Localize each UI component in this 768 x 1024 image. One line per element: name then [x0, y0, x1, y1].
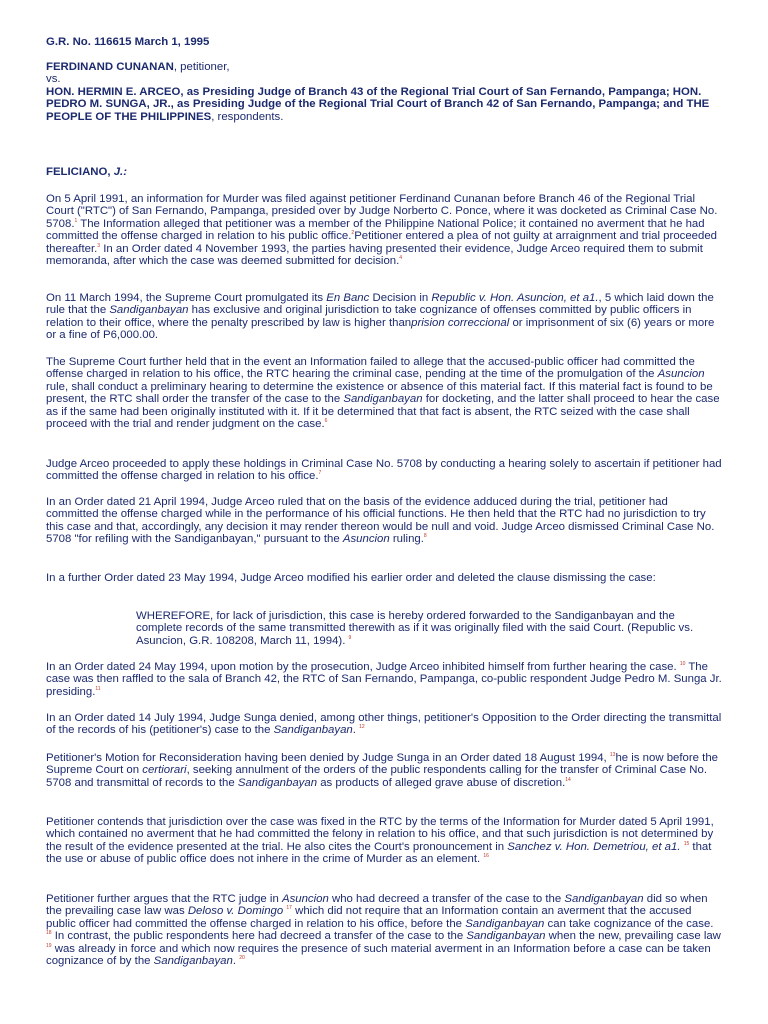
paragraph-4: Judge Arceo proceeded to apply these holdings in Criminal Case No. 5708 by conducting a hearing solely to ascertain if petitioner had committed the offense charged in relation to his office.$^7$ [46, 458, 722, 483]
petitioner-line [46, 61, 722, 73]
footnote-ref[interactable]: 14 [565, 777, 571, 784]
footnote-ref[interactable]: 13 [609, 752, 616, 759]
paragraph-11: Petitioner further argues that the RTC judge in Asuncion who had decreed a transfer of the case to the Sandiganbayan did so when the prevailing case law was Deloso v. Domingo $^{17}$ which did not require that an Information contain an averment that the accused public officer had committed the offense charged in relation to his office, before the Sandiganbayan can take cognizance of the case. $^{18}$ In contrast, the public respondents here had decreed a transfer of the case to the Sandiganbayan when the new, prevailing case law $^{19}$ was already in force and which now requires the presence of such material averment in an Information before a case can be taken cognizance of by the Sandiganbayan. $^{20}$ [46, 893, 721, 968]
footnote-ref[interactable]: 3 [97, 242, 101, 249]
petitioner-role: , petitioner, [173, 61, 230, 73]
case-citation: Sanchez v. Hon. Demetriou, et a1. [507, 840, 681, 853]
footnote-ref[interactable]: 8 [423, 533, 427, 540]
respondents-line [46, 86, 722, 123]
case-citation: Deloso v. Domingo [187, 905, 284, 918]
paragraph-6: In a further Order dated 23 May 1994, Judge Arceo modified his earlier order and deleted the clause dismissing the case: [46, 572, 656, 584]
footnote-ref[interactable]: 20 [239, 955, 245, 962]
footnote-ref[interactable]: 11 [95, 686, 101, 693]
paragraph-9: Petitioner's Motion for Reconsideration having been denied by Judge Sunga in an Order dated 18 August 1994, $^{13}$he is now before the Supreme Court on certiorari, seeking annulment of the orders of the public respondents calling for the transfer of Criminal Case No. 5708 and transmittal of records to the Sandiganbayan as products of alleged grave abuse of discretion.$^{14}$ [46, 752, 719, 789]
case-citation: Republic v. Hon. Asuncion, et a1. [431, 292, 599, 304]
paragraph-3: The Supreme Court further held that in the event an Information failed to allege that the accused-public officer had committed the offense charged in relation to his office, the RTC hearing the criminal case, pending at the time of the promulgation of the Asuncion rule, shall conduct a preliminary hearing to determine the existence or absence of this material fact. If this material fact is found to be present, the RTC shall order the transfer of the case to the Sandiganbayan for docketing, and the latter shall proceed to hear the case as if the same had been originally instituted with it. If it be determined that that fact is absent, the RTC seized with the case shall proceed with the trial and render judgment on the case.$^6$ [46, 356, 720, 431]
footnote-ref[interactable]: 9 [348, 635, 352, 642]
footnote-ref[interactable]: 7 [318, 470, 322, 477]
footnote-ref[interactable]: 17 [286, 905, 292, 912]
footnote-ref[interactable]: 2 [351, 230, 355, 237]
paragraph-2: On 11 March 1994, the Supreme Court promulgated its En Banc Decision in Republic v. Hon. Asuncion, et a1., 5 which laid down the rule that the Sandiganbayan has exclusive and original jurisdiction to take cognizance of offenses committed by public officers in relation to their office, where the penalty prescribed by law is higher thanprision correccional or imprisonment of six (6) years or more or a fine of P6,000.00. [46, 292, 715, 342]
footnote-ref[interactable]: 16 [483, 853, 489, 860]
footnote-ref[interactable]: 15 [683, 841, 690, 848]
ponente-title: J.: [113, 166, 128, 178]
paragraph-8: In an Order dated 14 July 1994, Judge Sunga denied, among other things, petitioner's Opposition to the Order directing the transmittal of the records of his (petitioner's) case to the Sandiganbayan. $^{12}$ [46, 712, 722, 737]
footnote-ref[interactable]: 18 [46, 930, 52, 937]
respondents-names: HON. HERMIN E. ARCEO, as Presiding Judge of Branch 43 of the Regional Trial Court of San Fernando, Pampanga; HON. PEDRO M. SUNGA, JR., as Presiding Judge of the Regional Trial Court of Branch 42 of San Fernando, Pampanga; and THE PEOPLE OF THE PHILIPPINES [46, 85, 710, 123]
ponente [46, 166, 722, 178]
footnote-ref[interactable]: 4 [399, 255, 403, 262]
paragraph-7: In an Order dated 24 May 1994, upon motion by the prosecution, Judge Arceo inhibited himself from further hearing the case. $^{10}$ The case was then raffled to the sala of Branch 42, the RTC of San Fernando, Pampanga, co-public respondent Judge Pedro M. Sunga Jr. presiding.$^{11}$ [46, 661, 722, 698]
footnote-ref[interactable]: 1 [74, 218, 78, 225]
footnote-ref[interactable]: 6 [324, 418, 328, 425]
footnote-ref[interactable]: 10 [679, 661, 686, 668]
footnote-ref[interactable]: 19 [46, 942, 52, 949]
ponente-name: FELICIANO, [46, 166, 111, 178]
case-parties [46, 61, 722, 123]
block-quote: WHEREFORE, for lack of jurisdiction, this case is hereby ordered forwarded to the Sandiganbayan and the complete records of the same transmitted therewith as if it was originally filed with the said Court. (Republic vs. Asuncion, G.R. 108208, March 11, 1994). $^9$ [136, 610, 694, 647]
respondents-role: , respondents. [211, 110, 284, 123]
case-title: G.R. No. 116615 March 1, 1995 [46, 36, 210, 48]
paragraph-1: On 5 April 1991, an information for Murder was filed against petitioner Ferdinand Cunanan before Branch 46 of the Regional Trial Court ("RTC") of San Fernando, Pampanga, presided over by Judge Norberto C. Ponce, where it was docketed as Criminal Case No. 5708.$^1$ The Information alleged that petitioner was a member of the Philippine National Police; it contained no averment that he had committed the offense charged in relation to his public office.$^2$Petitioner entered a plea of not guilty at arraignment and trial proceeded thereafter.$^3$ In an Order dated 4 November 1993, the parties having presented their evidence, Judge Arceo required them to submit memoranda, after which the case was deemed submitted for decision.$^4$ [46, 193, 718, 268]
footnote-ref[interactable]: 12 [359, 724, 365, 731]
paragraph-5: In an Order dated 21 April 1994, Judge Arceo ruled that on the basis of the evidence adduced during the trial, petitioner had committed the offense charged while in the performance of his official functions. He then held that the RTC had no jurisdiction to try this case and that, accordingly, any decision it may render thereon would be null and void. Judge Arceo dismissed Criminal Case No. 5708 "for refiling with the Sandiganbayan," pursuant to the Asuncion ruling.$^8$ [46, 496, 715, 546]
versus-label: vs. [46, 73, 61, 86]
petitioner-name: FERDINAND CUNANAN [46, 61, 174, 73]
paragraph-10: Petitioner contends that jurisdiction over the case was fixed in the RTC by the terms of the Information for Murder dated 5 April 1991, which contained no averment that he had committed the felony in relation to his office, and that such jurisdiction is not determined by the result of the evidence presented at the trial. He also cites the Court's pronouncement in Sanchez v. Hon. Demetriou, et a1. $^{15}$ that the use or abuse of public office does not inhere in the crime of Murder as an element. $^{16}$ [46, 816, 714, 866]
